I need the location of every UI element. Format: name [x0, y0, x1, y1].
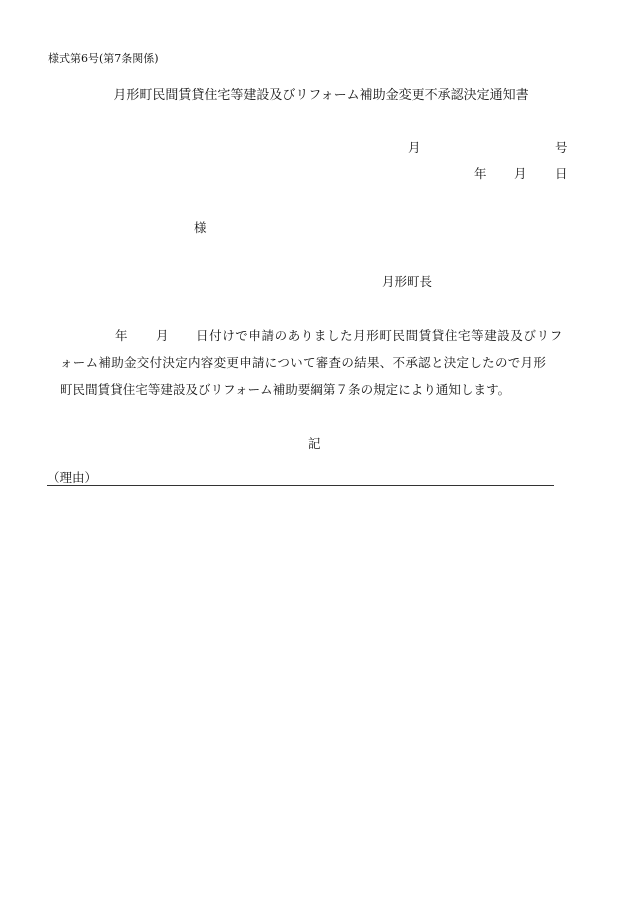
issuer: 月形町長 [382, 274, 433, 289]
addressee-suffix: 様 [194, 220, 207, 235]
date-day: 日 [555, 166, 568, 181]
date-year: 年 [474, 166, 487, 181]
ref-number: 号 [555, 140, 568, 155]
ref-month: 月 [408, 140, 421, 155]
reason-label: （理由） [47, 470, 98, 485]
body-line-2: ォーム補助金交付決定内容変更申請について審査の結果、不承認と決定したので月形 [60, 355, 547, 370]
form-number: 様式第6号(第7条関係) [48, 52, 159, 65]
document-title: 月形町民間賃貸住宅等建設及びリフォーム補助金変更不承認決定通知書 [113, 88, 529, 103]
body-line-1: 日付けで申請のありました月形町民間賃貸住宅等建設及びリフ [196, 328, 563, 343]
date-month: 月 [514, 166, 527, 181]
reason-underline [47, 485, 554, 486]
body-line-3: 町民間賃貸住宅等建設及びリフォーム補助要綱第７条の規定により通知します。 [60, 382, 511, 397]
body-month: 月 [156, 328, 169, 343]
ki-heading: 記 [308, 436, 321, 451]
body-year: 年 [115, 328, 128, 343]
